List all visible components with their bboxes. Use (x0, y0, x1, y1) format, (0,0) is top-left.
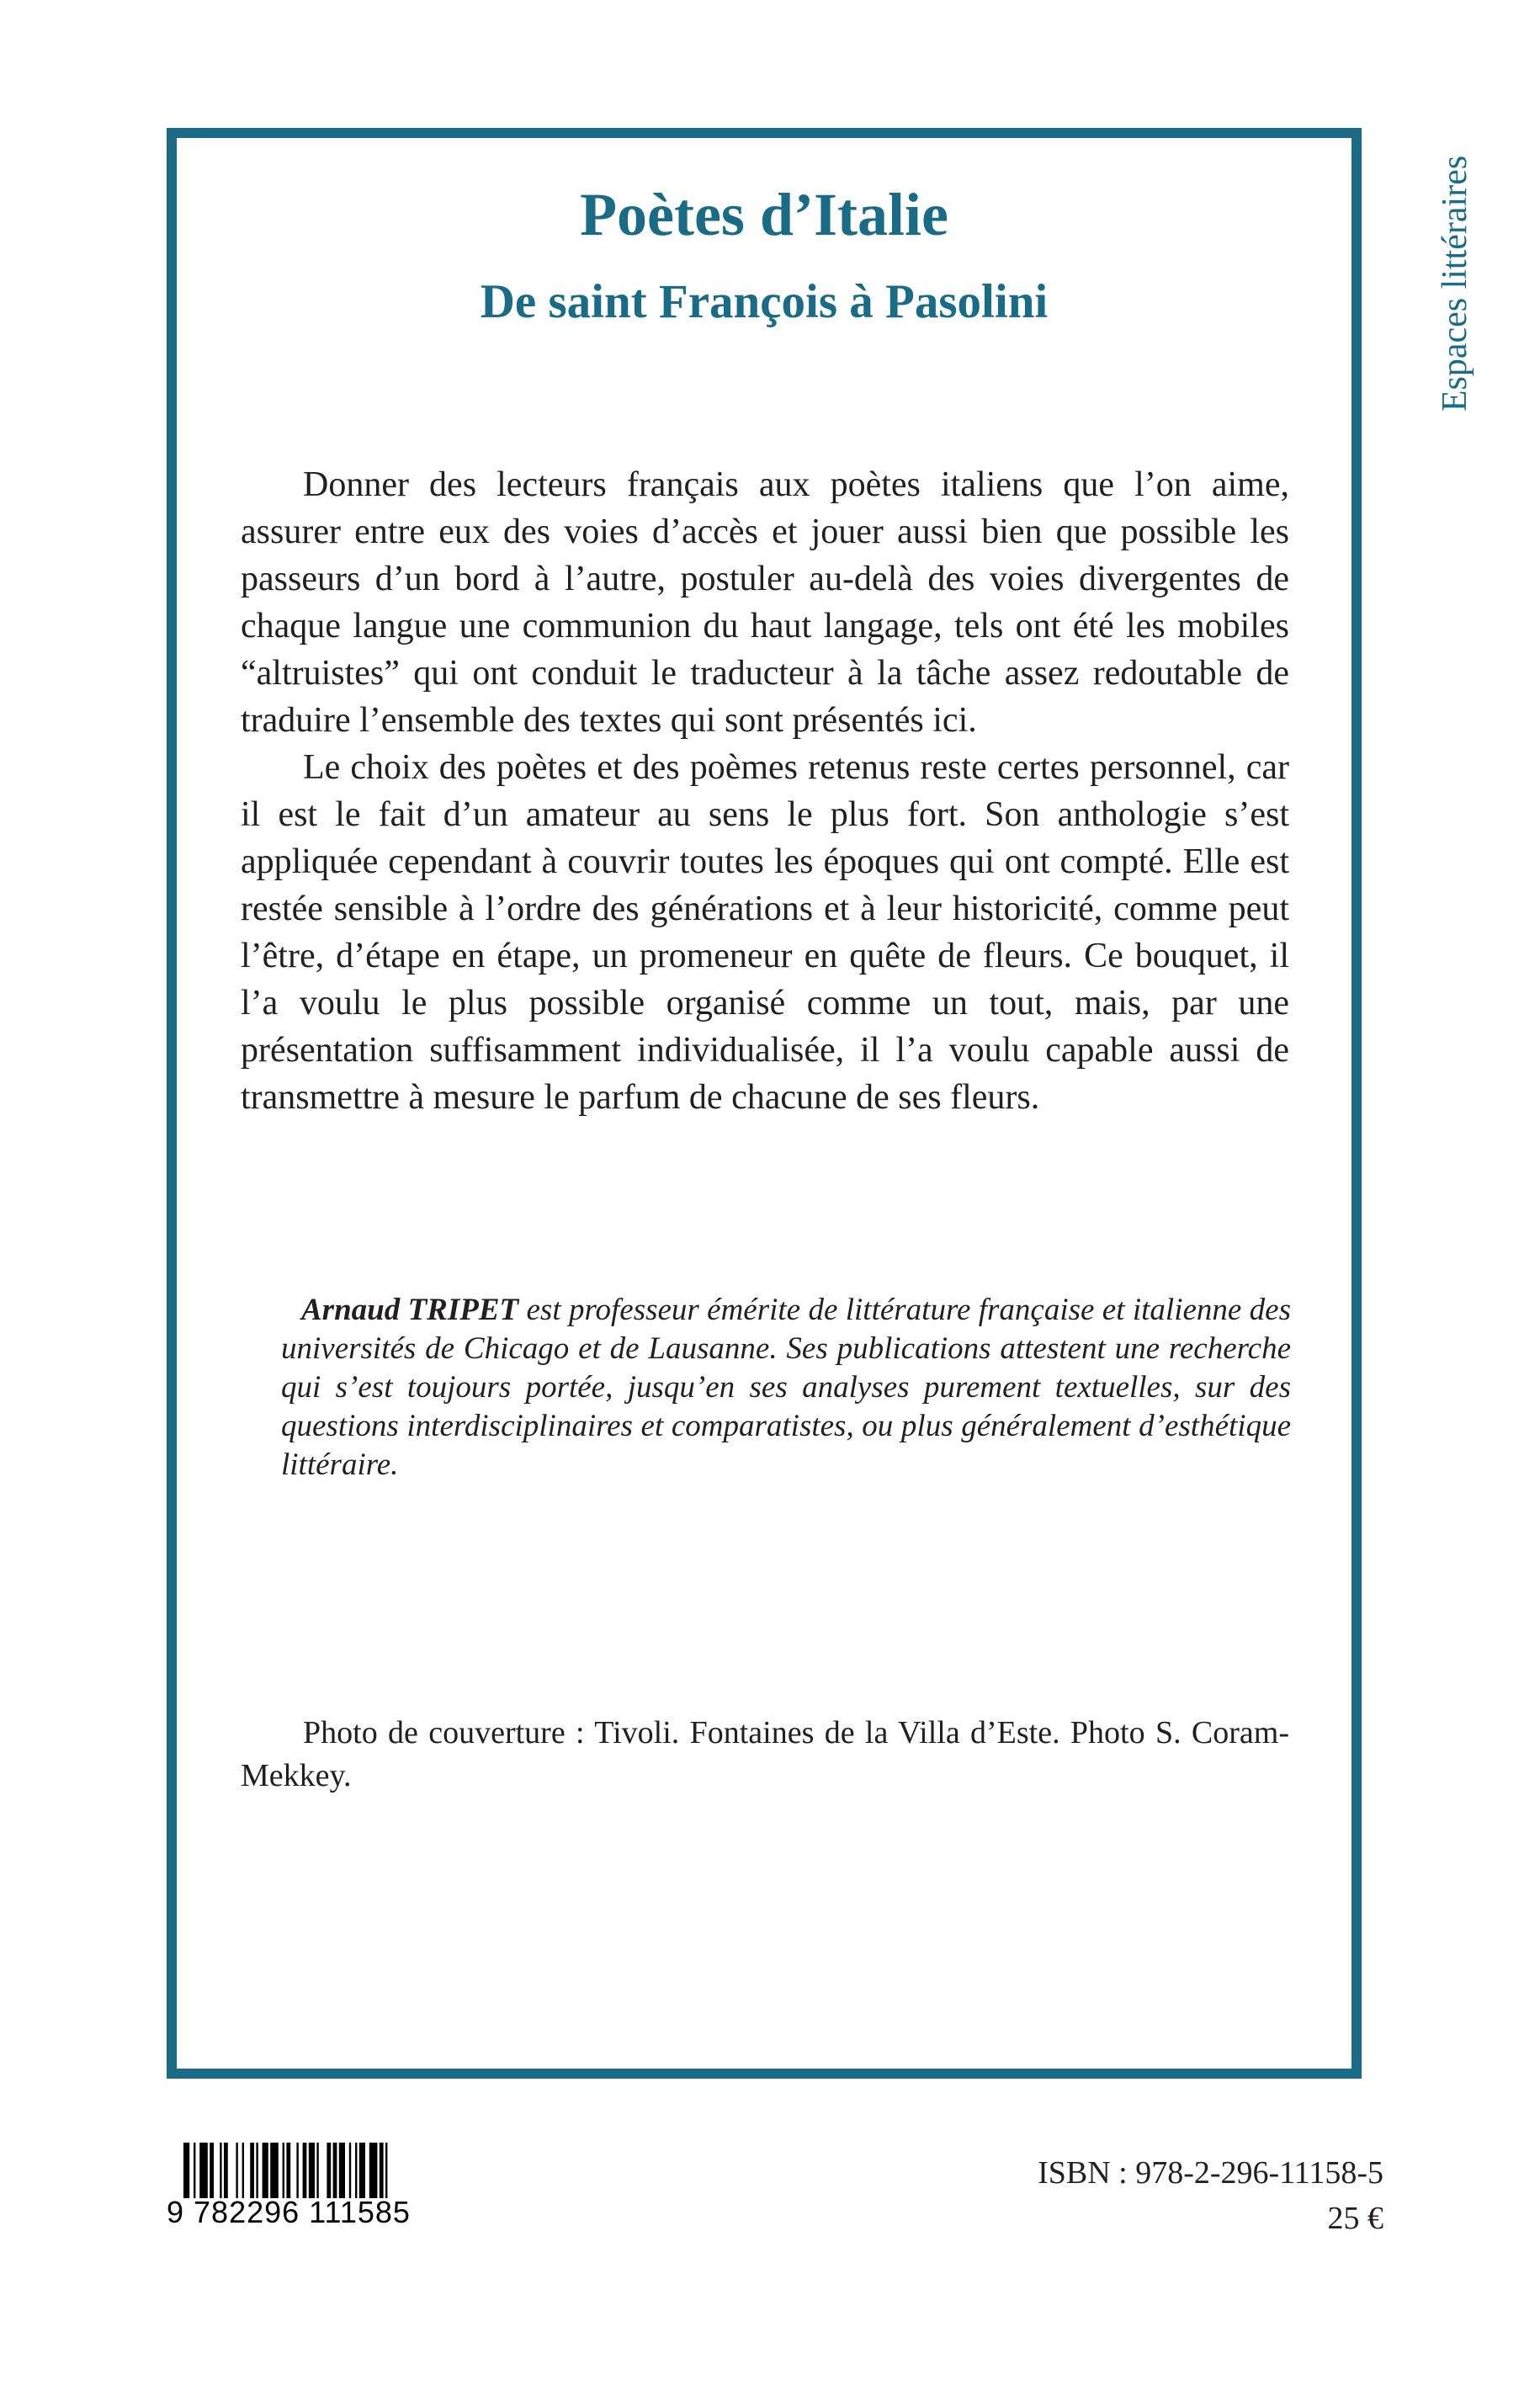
barcode-bar (316, 2143, 318, 2198)
book-subtitle: De saint François à Pasolini (480, 275, 1049, 328)
price: 25 € (1327, 2201, 1383, 2236)
barcode-bar (199, 2143, 208, 2198)
barcode-bar (256, 2143, 258, 2198)
author-bio-text: est professeur émérite de littérature française et italienne des universités de Chicago et de Lausanne. Ses publications attestent une recherche qui s’est toujours portée, jusqu’en ses analyses purement textuelles, sur des questions interdisciplinaires et comparatistes, ou plus généralement d’esthétique littéraire. (281, 1293, 1291, 1482)
barcode-bar (283, 2143, 284, 2198)
barcode-bar (303, 2143, 307, 2198)
barcode-bar (286, 2143, 290, 2198)
barcode-bar (183, 2143, 189, 2198)
photo-credit: Photo de couverture : Tivoli. Fontaines de la Villa d’Este. Photo S. Coram-Mekkey. (241, 1715, 1289, 1793)
barcode-bar (250, 2143, 254, 2198)
barcode-bar (242, 2143, 244, 2198)
barcode-bar (369, 2143, 378, 2198)
barcode-bar (359, 2143, 365, 2198)
barcode-bar (385, 2143, 387, 2198)
barcode-bar (296, 2143, 298, 2198)
barcode-bar (210, 2143, 214, 2198)
blurb (241, 461, 1289, 1121)
barcode-bar (220, 2143, 221, 2198)
barcode-bar (224, 2143, 228, 2198)
blurb-paragraph-2: Le choix des poètes et des poèmes retenus reste certes personnel, car il est le fait d’un amateur au sens le plus fort. Son anthologie s’est appliquée cependant à couvrir toutes les époques qui ont compté. Elle est restée sensible à l’ordre des générations et à leur historicité, comme peut l’être, d’étape en étape, un promeneur en quête de fleurs. Ce bouquet, il l’a voulu le plus possible organisé comme un tout, mais, par une présentation suffisamment individualisée, il l’a voulu capable aussi de transmettre à mesure le parfum de chacune de ses fleurs. (241, 748, 1289, 1117)
author-bio (281, 1291, 1291, 1485)
book-title: Poètes d’Italie (580, 181, 948, 248)
barcode-bar (263, 2143, 268, 2198)
author-name: Arnaud TRIPET (301, 1293, 519, 1327)
barcode-bar (309, 2143, 315, 2198)
blurb-paragraph-1: Donner des lecteurs français aux poètes italiens que l’on aime, assurer entre eux des voies d’accès et jouer aussi bien que possible les passeurs d’un bord à l’autre, postuler au-delà des voies divergentes de chaque langue une communion du haut langage, tels ont été les mobiles “altruistes” qui ont conduit le traducteur à la tâche assez redoutable de traduire l’ensemble des textes qui sont présentés ici. (241, 465, 1289, 740)
barcode-bar (333, 2143, 337, 2198)
barcode-bar (270, 2143, 279, 2198)
barcode-bar (355, 2143, 357, 2198)
isbn: ISBN : 978-2-296-11158-5 (1038, 2155, 1383, 2191)
series-label (1435, 128, 1475, 439)
barcode-bar (327, 2143, 331, 2198)
barcode-bar (349, 2143, 351, 2198)
barcode-bar (339, 2143, 345, 2198)
barcode-digits: 9 782296 111585 (167, 2195, 411, 2229)
barcode-bar (236, 2143, 237, 2198)
barcode-bar (194, 2143, 195, 2198)
series-label-text: Espaces littéraires (1436, 155, 1474, 412)
barcode-bar (380, 2143, 384, 2198)
